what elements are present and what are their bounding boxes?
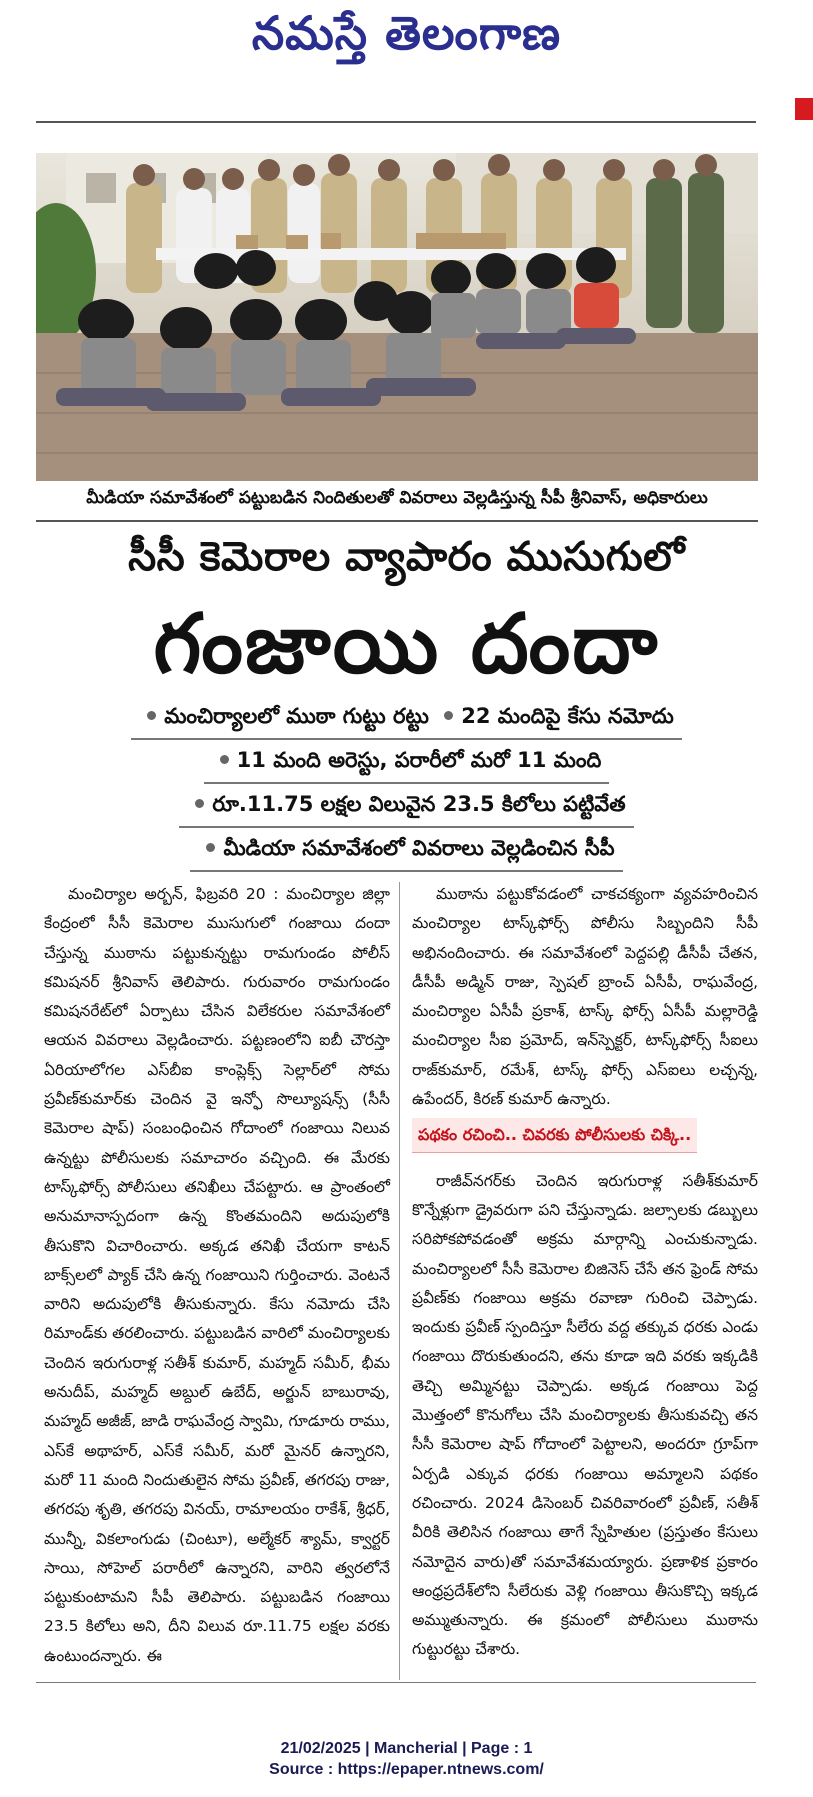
bullet-dot [220, 755, 229, 764]
bullet-text: రూ.11.75 లక్షల విలువైన 23.5 కిలోలు పట్టివేత [212, 792, 626, 816]
bullet-row-4 [0, 836, 813, 872]
bullet-dot [147, 711, 156, 720]
bullet-line-4 [190, 836, 622, 872]
bullet-text: 22 మందిపై కేసు నమోదు [461, 704, 674, 728]
article-paragraph: రాజీవ్‌నగర్‌కు చెందిన ఇరుగురాళ్ల సతీశ్‌కుమార్ కొన్నేళ్లుగా డ్రైవరుగా పని చేస్తున్నాడు. జల్సాలకు డబ్బులు సరిపోకపోవడంతో అక్రమ మార్గాన్ని ఎంచుకున్నాడు. మంచిర్యాలలో సీసీ కెమెరాల బిజినెస్ చేసే తన ఫ్రెండ్ సోమ ప్రవీణ్‌కు గంజాయి అక్రమ రవాణా గురించి చెప్పాడు. ఇందుకు ప్రవీణ్ స్పందిస్తూ సీలేరు వద్ద తక్కువ ధరకు ఎండు గంజాయి దొరుకుతుందని, తను కూడా ఇది వరకు ఇక్కడికి తెచ్చి అమ్మినట్టు చెప్పాడు. అక్కడ గంజాయి పెద్ద మొత్తంలో కొనుగోలు చేసి మంచిర్యాలకు తీసుకువచ్చి తన సీసీ కెమెరాల షాప్ గోదాంలో పెట్టాలని, అందరూ గ్రూప్‌గా ఏర్పడి ఎక్కువ ధరకు గంజాయి అమ్మాలని పథకం రచించారు. 2024 డిసెంబర్ చివరివారంలో ప్రవీణ్, సతీశ్ వీరికి తెలిసిన గంజాయి తాగే స్నేహితుల (ప్రస్తుతం కేసులు నమోదైన వారు)తో సమావేశమయ్యారు. ప్రణాళిక ప్రకారం ఆంధ్రప్రదేశ్‌లోని సీలేరుకు వెళ్లి గంజాయి తీసుకొచ్చి ఇక్కడ అమ్ముతున్నారు. ఈ క్రమంలో పోలీసులు ముఠాను గుట్టురట్టు చేశారు. [412, 1171, 758, 1659]
bullet-dot [195, 799, 204, 808]
column-divider [399, 882, 400, 1680]
news-photo [36, 153, 758, 481]
bullet-text: మీడియా సమావేశంలో వివరాలు వెల్లడించిన సీపీ [223, 836, 615, 860]
photo-illustration [36, 153, 758, 481]
article-paragraph: ముఠాను పట్టుకోవడంలో చాకచక్యంగా వ్యవహరించిన మంచిర్యాల టాస్క్‌ఫోర్స్ పోలీసు సిబ్బందిని సీపీ అభినందించారు. ఈ సమావేశంలో పెద్దపల్లి డీసీపీ చేతన, డీసీపీ అడ్మిన్ రాజు, స్పెషల్ బ్రాంచ్ ఏసీపీ, రాఘవేంద్ర, మంచిర్యాల ఏసీపీ ప్రకాశ్, టాస్క్ ఫోర్స్ ఏసీపీ మల్లారెడ్డి మంచిర్యాల సీఐ ప్రమోద్, ఇన్‌స్పెక్టర్, టాస్క్‌ఫోర్స్ సీఐలు రాజ్‌కుమార్, రమేశ్, టాస్క్ ఫోర్స్ ఎస్‌ఐలు లచ్చన్న, ఉపేందర్, కిరణ్ కుమార్ ఉన్నారు. [412, 885, 758, 1109]
masthead-logo: నమస్తే తెలంగాణ [251, 6, 562, 60]
masthead [0, 6, 813, 72]
footer-edition-info: 21/02/2025 | Mancherial | Page : 1 [280, 1740, 533, 1757]
headline-kicker: సీసీ కెమెరాల వ్యాపారం ముసుగులో [128, 534, 685, 580]
bullet-text: 11 మంది అరెస్టు, పరారీలో మరో 11 మంది [236, 748, 602, 772]
article-paragraph: మంచిర్యాల అర్బన్, ఫిబ్రవరి 20 : మంచిర్యాల జిల్లా కేంద్రంలో సీసీ కెమెరాల ముసుగులో గంజాయి దందా చేస్తున్న ముఠాను పట్టుకున్నట్టు రామగుండం పోలీస్ కమిషనర్ శ్రీనివాస్ తెలిపారు. గురువారం రామగుండం కమిషనరేట్‌లో ఏర్పాటు చేసిన విలేకరుల సమావేశంలో ఆయన వివరాలు వెల్లడించారు. పట్టణంలోని ఐబీ చౌరస్తా ఏరియాలోగల ఎస్‌బీఐ కాంప్లెక్స్ సెల్లార్‌లో సోమ ప్రవీణ్‌కుమార్‌కు చెందిన వై ఇన్ఫో సొల్యూషన్స్ (సీసీ కెమెరాల షాప్) సంబంధించిన గోదాంలో గంజాయి నిలువ ఉన్నట్టు పోలీసులకు సమాచారం వచ్చింది. ఈ మేరకు టాస్క్‌ఫోర్స్ పోలీసులు తనిఖీలు చేపట్టారు. ఆ ప్రాంతంలో అనుమానాస్పదంగా ఉన్న కొంతమందిని అదుపులోకి తీసుకొని విచారించారు. అక్కడ తనిఖీ చేయగా కాటన్ బాక్స్‌లలో ప్యాక్ చేసి ఉన్న గంజాయిని గుర్తించారు. వెంటనే వారిని అదుపులోకి తీసుకున్నారు. కేసు నమోదు చేసి రిమాండ్‌కు తరలించారు. పట్టుబడిన వారిలో మంచిర్యాలకు చెందిన ఇరుగురాళ్ల సతీశ్ కుమార్, మహ్మద్ సమీర్, భీమ అనుదీప్, మహ్మద్ అబ్దుల్ ఉబేద్, అర్జున్ బాబురావు, మహ్మద్ అజీజ్, జాడి రాఘవేంద్ర స్వామి, గూడూరు రాము, ఎస్‌కే అథాహర్, ఎస్‌కే సమీర్, మరో మైనర్ ఉన్నారని, మరో 11 మంది నిందుతులైన సోమ ప్రవీణ్, తగరపు రాజు, తగరపు శృతి, తగరపు వినయ్, రామాలయం రాకేశ్, శ్రీధర్, మున్నీ, వికలాంగుడు (చింటూ), అల్మేకర్ శ్యామ్, క్వార్టర్ సాయి, సోహెల్ పరారీలో ఉన్నారని, వారిని త్వరలోనే పట్టుకుంటామని సీపీ తెలిపారు. పట్టుబడిన గంజాయి 23.5 కిలోలు అని, దీని విలువ రూ.11.75 లక్షల వరకు ఉంటుందన్నారు. ఈ [44, 885, 390, 1665]
article-column-left [44, 880, 390, 1671]
bullet-text: మంచిర్యాలలో ముఠా గుట్టు రట్టు [164, 704, 429, 728]
bullet-dot [444, 711, 453, 720]
bullet-dot [206, 843, 215, 852]
headline-main: గంజాయి దందా [153, 597, 660, 692]
bullet-line-3 [179, 792, 633, 828]
bullet-line-2 [204, 748, 610, 784]
footer-source-link[interactable]: Source : https://epaper.ntnews.com/ [269, 1761, 544, 1778]
article-column-right [412, 880, 758, 1665]
bullet-row-1 [0, 704, 813, 740]
red-corner-mark [795, 98, 813, 120]
photo-caption: మీడియా సమావేశంలో పట్టుబడిన నిందితులతో వివరాలు వెల్లడిస్తున్న సీపీ శ్రీనివాస్, అధికారులు [36, 488, 758, 522]
bullet-row-3 [0, 792, 813, 828]
bottom-rule [36, 1682, 756, 1683]
top-rule [36, 121, 756, 123]
bullet-line-1 [131, 704, 682, 740]
bullet-row-2 [0, 748, 813, 784]
section-subhead: పథకం రచించి.. చివరకు పోలీసులకు చిక్కి.. [412, 1118, 697, 1152]
